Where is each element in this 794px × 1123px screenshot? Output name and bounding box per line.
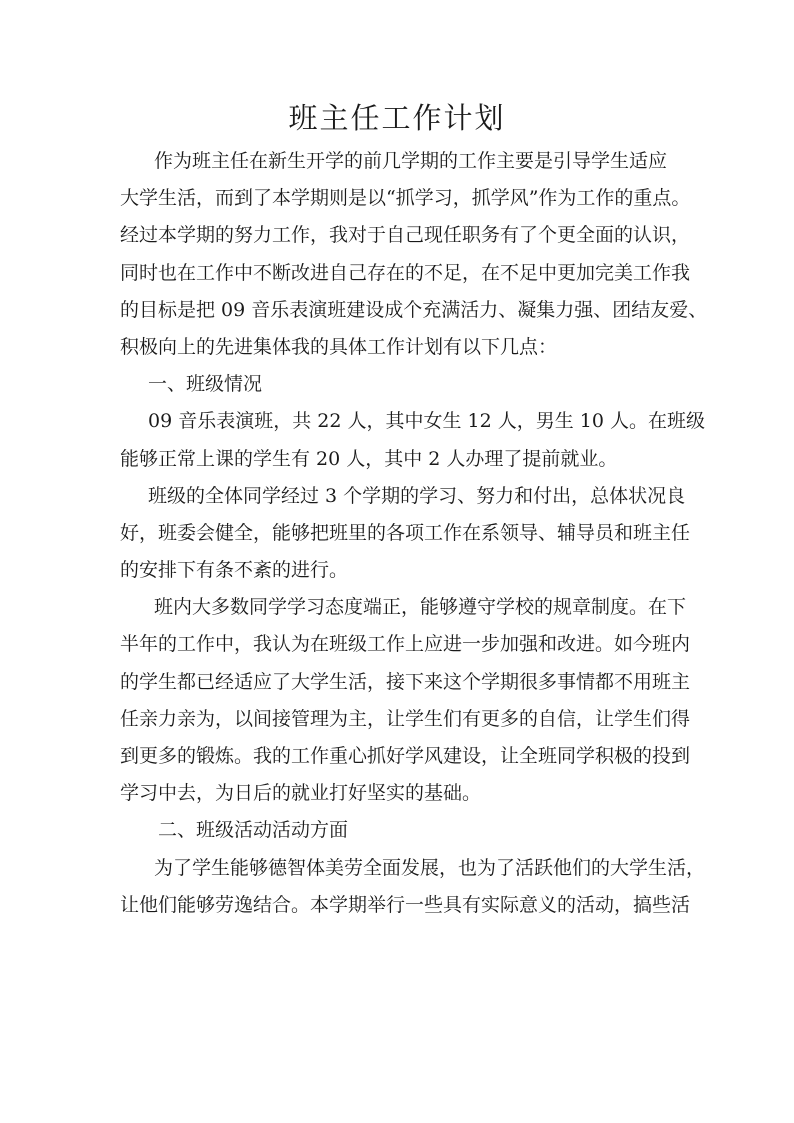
paragraph-line: 大学生活，而到了本学期则是以“抓学习，抓学风”作为工作的重点。 — [120, 187, 691, 210]
paragraph-line: 能够正常上课的学生有 20 人，其中 2 人办理了提前就业。 — [120, 447, 618, 470]
section-heading: 一、班级情况 — [148, 373, 263, 396]
paragraph-line: 经过本学期的努力工作，我对于自己现任职务有了个更全面的认识， — [120, 224, 691, 247]
paragraph-line: 为了学生能够德智体美劳全面发展，也为了活跃他们的大学生活， — [154, 856, 706, 879]
paragraph-line: 学习中去，为日后的就业打好坚实的基础。 — [120, 782, 482, 805]
document-title: 班主任工作计划 — [288, 101, 506, 135]
paragraph-line: 让他们能够劳逸结合。本学期举行一些具有实际意义的活动，搞些活 — [120, 893, 691, 916]
paragraph-line: 积极向上的先进集体我的具体工作计划有以下几点： — [120, 335, 558, 358]
paragraph-line: 的学生都已经适应了大学生活，接下来这个学期很多事情都不用班主 — [120, 670, 691, 693]
paragraph-line: 到更多的锻炼。我的工作重心抓好学风建设，让全班同学积极的投到 — [120, 745, 691, 767]
paragraph-line: 的安排下有条不紊的进行。 — [120, 559, 349, 582]
section-heading: 二、班级活动活动方面 — [158, 819, 349, 842]
paragraph-line: 任亲力亲为，以间接管理为主，让学生们有更多的自信，让学生们得 — [120, 707, 691, 730]
paragraph-line: 好，班委会健全，能够把班里的各项工作在系领导、辅导员和班主任 — [120, 521, 691, 544]
paragraph-line: 同时也在工作中不断改进自己存在的不足，在不足中更加完美工作我 — [120, 261, 691, 284]
paragraph-line: 的目标是把 09 音乐表演班建设成个充满活力、凝集力强、团结友爱、 — [120, 298, 708, 321]
paragraph-line: 班内大多数同学学习态度端正，能够遵守学校的规章制度。在下 — [154, 596, 687, 619]
paragraph-line: 半年的工作中，我认为在班级工作上应进一步加强和改进。如今班内 — [120, 633, 691, 656]
paragraph-line: 作为班主任在新生开学的前几学期的工作主要是引导学生适应 — [154, 150, 668, 172]
document-body — [120, 143, 708, 924]
paragraph-line: 班级的全体同学经过 3 个学期的学习、努力和付出，总体状况良 — [148, 484, 686, 507]
paragraph-line: 09 音乐表演班，共 22 人，其中女生 12 人，男生 10 人。在班级 — [148, 410, 705, 433]
